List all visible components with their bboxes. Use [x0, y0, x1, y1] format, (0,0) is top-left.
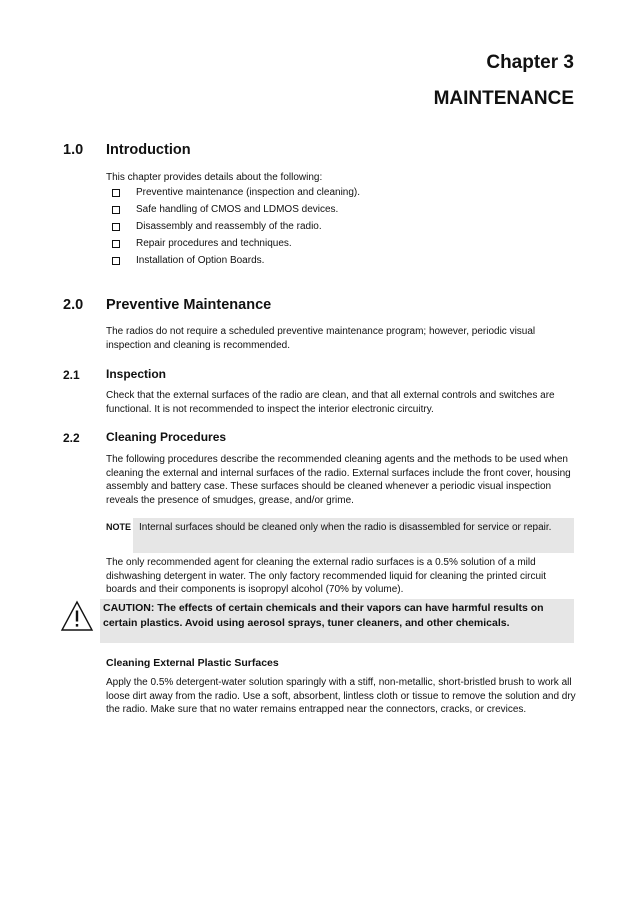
section-heading-preventive: Preventive Maintenance [106, 297, 272, 313]
subheading-cleaning-external: Cleaning External Plastic Surfaces [106, 657, 279, 669]
checkbox-bullet-icon [112, 223, 120, 231]
page-title: MAINTENANCE [433, 88, 574, 109]
inspection-body: Check that the external surfaces of the radio are clean, and that all external controls and switches are functional. It is not recommended to inspect the interior electronic circuitry. [106, 390, 555, 415]
section-heading-inspection: Inspection [106, 367, 167, 381]
checkbox-bullet-icon [112, 206, 120, 214]
section-heading-intro: Introduction [106, 142, 191, 158]
checkbox-bullet-icon [112, 189, 120, 197]
caution-text: CAUTION: The effects of certain chemicals and their vapors can have harmful results on certain plastics. Avoid using aerosol sprays, tuner cleaners, and other chemicals. [103, 602, 544, 629]
intro-lead: This chapter provides details about the following: [106, 172, 323, 183]
cleaning-external-body: Apply the 0.5% detergent-water solution sparingly with a stiff, non-metallic, short-bristled brush to work all loose dirt away from the radio. Use a soft, absorbent, lintless cloth or tissue to remove the solution and dry the radio. Make sure that no water remains entrapped near the connectors, cracks, or crevices. [106, 677, 576, 715]
section-number-cleaning: 2.2 [63, 431, 80, 445]
list-item: Disassembly and reassembly of the radio. [112, 220, 360, 237]
cleaning-body: The following procedures describe the recommended cleaning agents and the methods to be used when cleaning the external and internal surfaces of the radio. External surfaces include the front cover, housing assembly and battery case. These surfaces should be cleaned whenever a periodic visual inspection reveals the presence of smudges, grease, and/or grime. [106, 454, 571, 506]
list-item: Preventive maintenance (inspection and cleaning). [112, 186, 360, 203]
intro-bullet-list [112, 186, 360, 271]
section-number-preventive: 2.0 [63, 297, 84, 313]
cleaning-agent-body: The only recommended agent for cleaning the external radio surfaces is a 0.5% solution of a mild dishwashing detergent in water. The only factory recommended liquid for cleaning the printed circuit boards and their components is isopropyl alcohol (70% by volume). [106, 557, 547, 595]
note-text: Internal surfaces should be cleaned only when the radio is disassembled for service or repair. [139, 522, 552, 533]
checkbox-bullet-icon [112, 240, 120, 248]
section-heading-cleaning: Cleaning Procedures [106, 430, 227, 444]
list-item: Installation of Option Boards. [112, 254, 360, 271]
note-label: NOTE [106, 522, 132, 532]
checkbox-bullet-icon [112, 257, 120, 265]
preventive-body: The radios do not require a scheduled preventive maintenance program; however, periodic visual inspection and cleaning is recommended. [106, 326, 536, 351]
list-item: Safe handling of CMOS and LDMOS devices. [112, 203, 360, 220]
section-number-intro: 1.0 [63, 142, 84, 158]
chapter-label: Chapter 3 [486, 52, 574, 73]
section-number-inspection: 2.1 [63, 368, 80, 382]
list-item: Repair procedures and techniques. [112, 237, 360, 254]
warning-triangle-icon [60, 600, 94, 632]
